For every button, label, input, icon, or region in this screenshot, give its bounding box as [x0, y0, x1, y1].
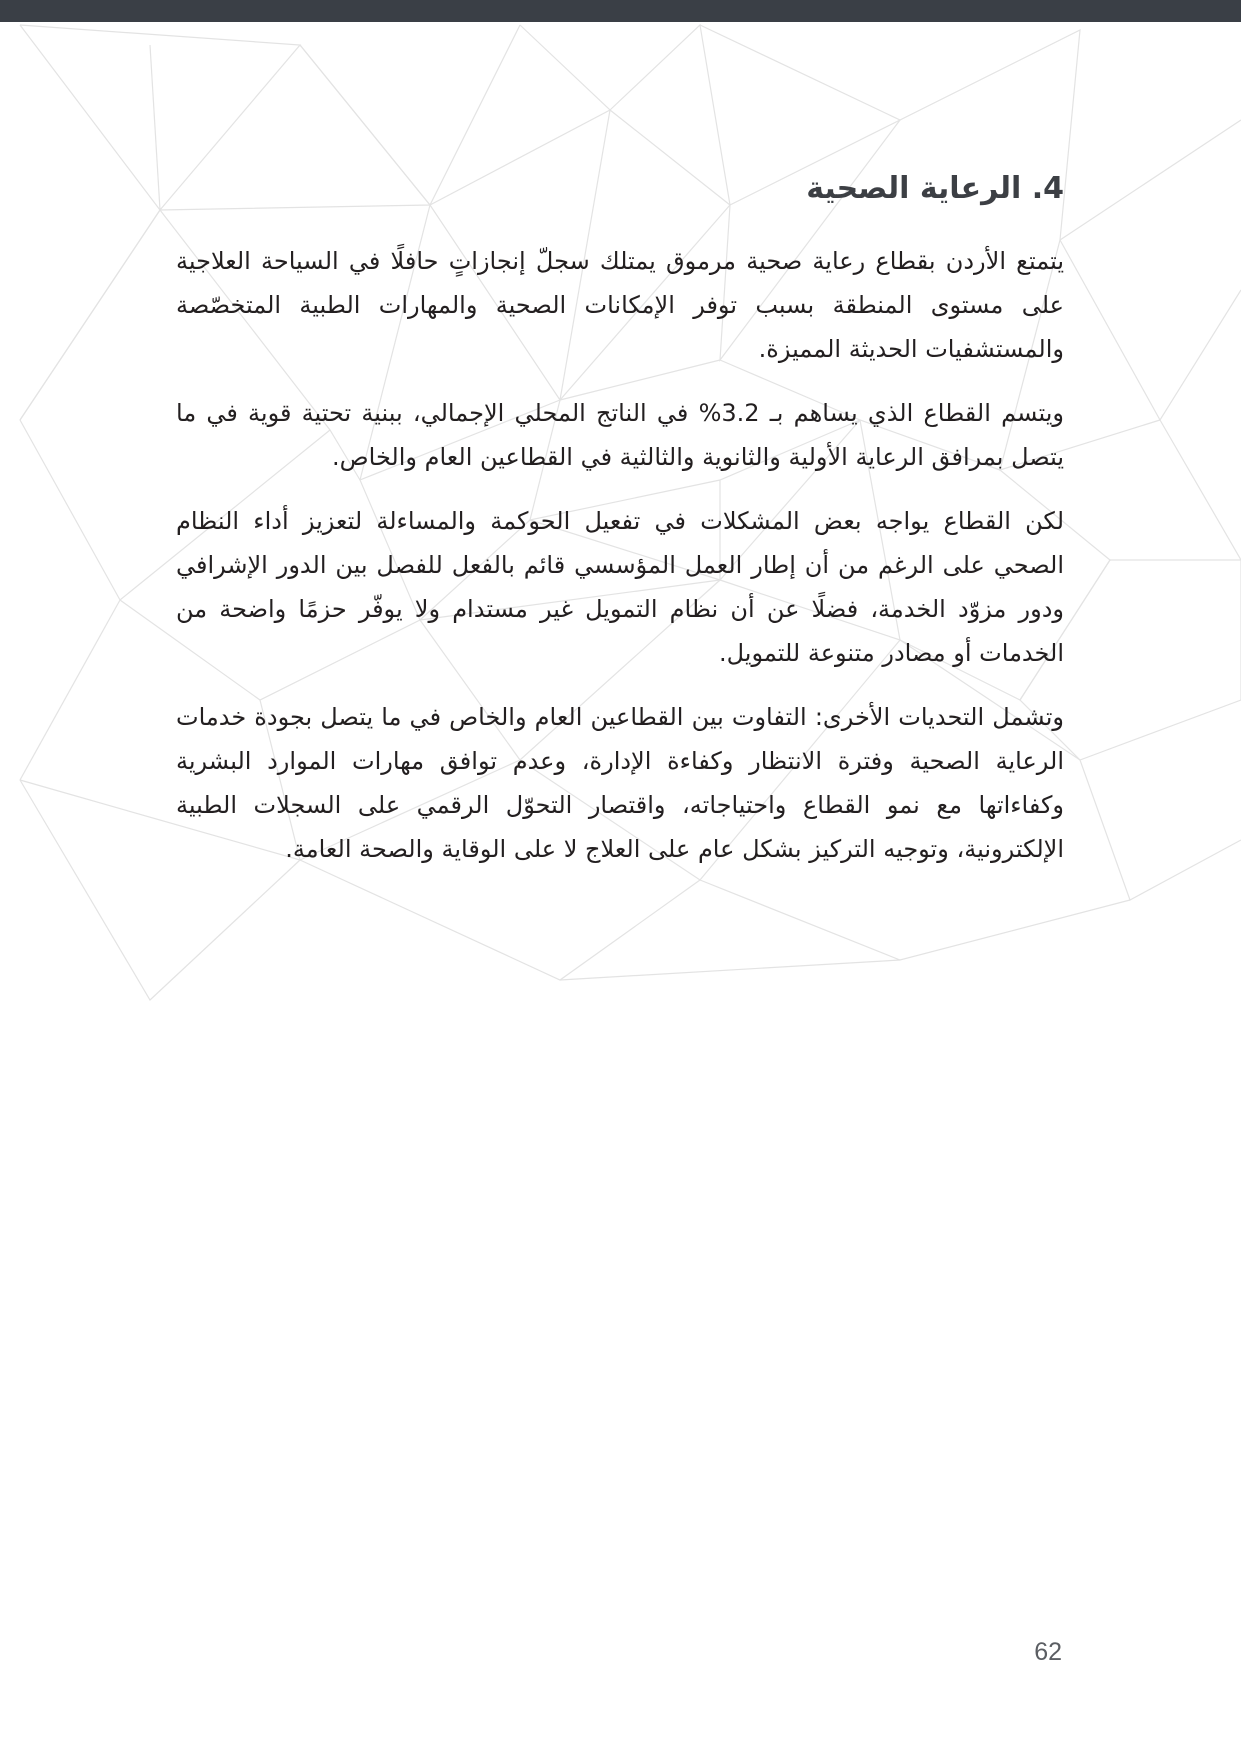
- paragraph-infrastructure: ويتسم القطاع الذي يساهم بـ 3.2% في الناتج المحلي الإجمالي، ببنية تحتية قوية في ما يتصل بمرافق الرعاية الأولية والثانوية والثالثية في القطاعين العام والخاص.: [176, 399, 1064, 471]
- document-content: [176, 165, 1064, 891]
- page-number: 62: [1034, 1638, 1062, 1666]
- section-title: 4. الرعاية الصحية: [806, 171, 1064, 206]
- paragraph-challenges: وتشمل التحديات الأخرى: التفاوت بين القطاعين العام والخاص في ما يتصل بجودة خدمات الرعاية الصحية وفترة الانتظار وكفاءة الإدارة، وعدم توافق مهارات الموارد البشرية وكفاءاتها مع نمو القطاع واحتياجاته، واقتصار التحوّل الرقمي على السجلات الطبية الإلكترونية، وتوجيه التركيز بشكل عام على العلاج لا على الوقاية والصحة العامة.: [176, 703, 1064, 863]
- paragraph-overview: يتمتع الأردن بقطاع رعاية صحية مرموق يمتلك سجلّ إنجازاتٍ حافلًا في السياحة العلاجية على مستوى المنطقة بسبب توفر الإمكانات الصحية والمهارات الطبية المتخصّصة والمستشفيات الحديثة المميزة.: [176, 247, 1064, 363]
- paragraph-governance: لكن القطاع يواجه بعض المشكلات في تفعيل الحوكمة والمساءلة لتعزيز أداء النظام الصحي على الرغم من أن إطار العمل المؤسسي قائم بالفعل للفصل بين الدور الإشرافي ودور مزوّد الخدمة، فضلًا عن أن نظام التمويل غير مستدام ولا يوفّر حزمًا واضحة من الخدمات أو مصادر متنوعة للتمويل.: [176, 507, 1064, 667]
